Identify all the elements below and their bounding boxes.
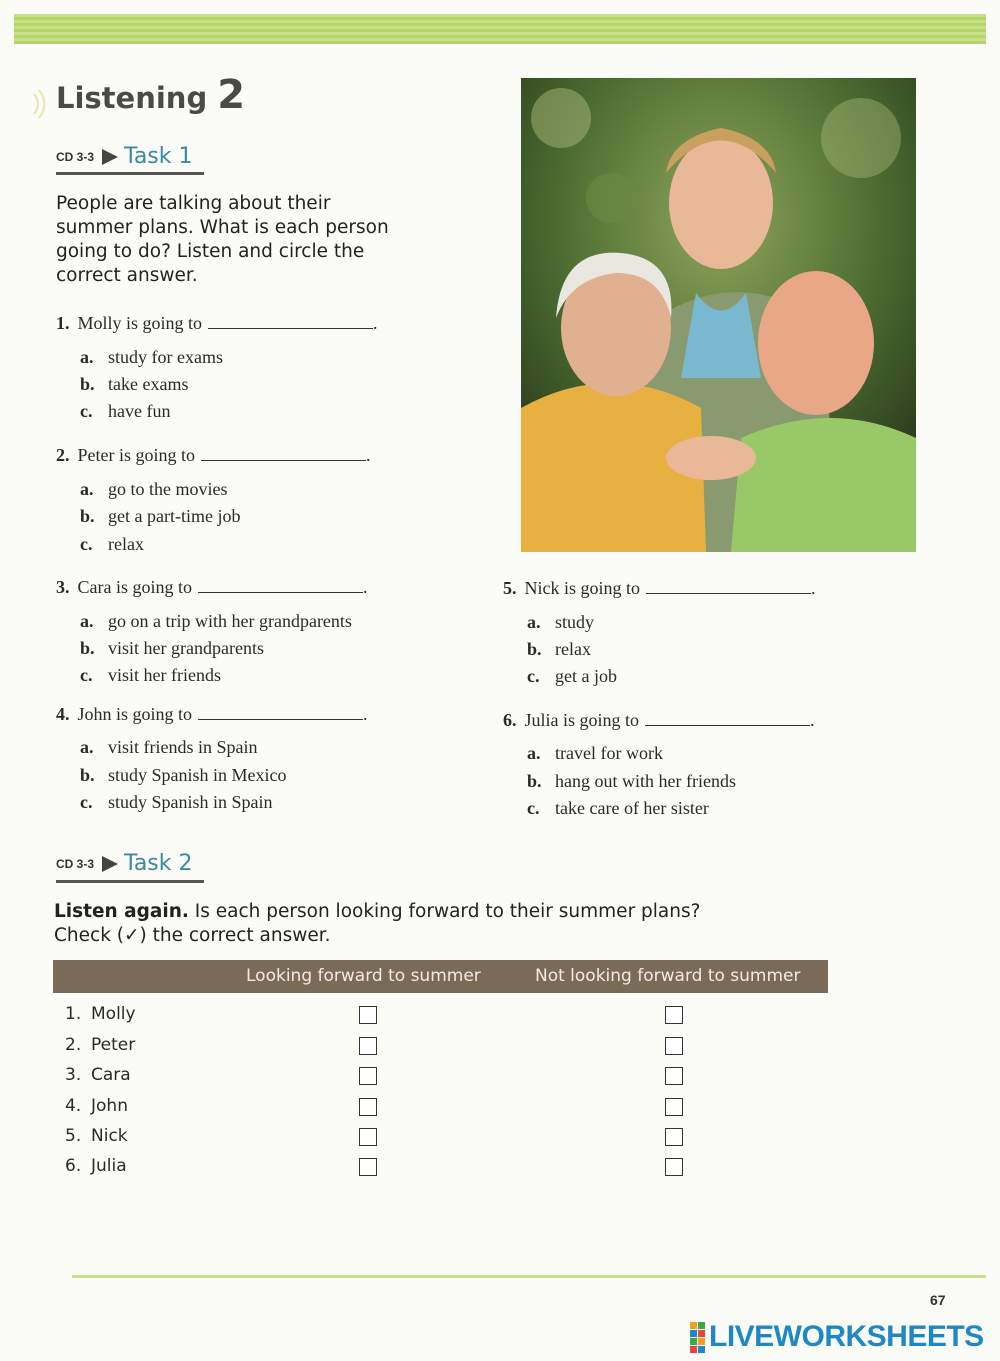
table-row: 5. Nick — [53, 1122, 828, 1152]
checkbox-not-looking-forward[interactable] — [665, 1098, 683, 1116]
task1-title: Task 1 — [124, 144, 193, 169]
checkbox-not-looking-forward[interactable] — [665, 1158, 683, 1176]
checkbox-looking-forward[interactable] — [359, 1006, 377, 1024]
option-2b[interactable]: b. get a part-time job — [80, 506, 241, 526]
checkbox-not-looking-forward[interactable] — [665, 1037, 683, 1055]
task2-title: Task 2 — [124, 851, 193, 876]
option-1a[interactable]: a. study for exams — [80, 347, 223, 367]
checkbox-looking-forward[interactable] — [359, 1158, 377, 1176]
table-header — [53, 960, 828, 993]
table-row: 2. Peter — [53, 1031, 828, 1061]
liveworksheets-logo-icon — [690, 1322, 705, 1353]
option-6c[interactable]: c. take care of her sister — [527, 798, 709, 818]
table-row: 3. Cara — [53, 1061, 828, 1091]
sound-waves-icon — [30, 88, 50, 120]
option-5b[interactable]: b. relax — [527, 639, 591, 659]
checkbox-looking-forward[interactable] — [359, 1067, 377, 1085]
play-icon[interactable] — [102, 149, 118, 165]
answer-blank[interactable] — [198, 705, 363, 720]
col-looking-forward: Looking forward to summer — [246, 966, 481, 986]
question-1: 1. Molly is going to . — [56, 313, 378, 333]
cd-track-label: CD 3-3 — [56, 149, 95, 164]
option-3a[interactable]: a. go on a trip with her grandparents — [80, 611, 352, 631]
task2-instructions: Listen again. Is each person looking forward to their summer plans? Check (✓) the correct answer. — [54, 901, 701, 946]
question-2: 2. Peter is going to . — [56, 445, 371, 465]
question-5: 5. Nick is going to . — [503, 578, 816, 598]
checkbox-looking-forward[interactable] — [359, 1098, 377, 1116]
brand-name: LIVEWORKSHEETS — [709, 1320, 984, 1353]
task2-header — [56, 851, 193, 876]
option-3c[interactable]: c. visit her friends — [80, 665, 221, 685]
heading-number: 2 — [217, 72, 246, 118]
option-4b[interactable]: b. study Spanish in Mexico — [80, 765, 287, 785]
answer-blank[interactable] — [645, 711, 810, 726]
option-6a[interactable]: a. travel for work — [527, 743, 663, 763]
footer-divider — [72, 1275, 986, 1278]
option-1b[interactable]: b. take exams — [80, 374, 189, 394]
photo-family — [521, 78, 916, 552]
option-4c[interactable]: c. study Spanish in Spain — [80, 792, 273, 812]
task1-instructions: People are talking about their summer plans. What is each person going to do? Listen and circle the correct answer. — [56, 193, 389, 286]
question-3: 3. Cara is going to . — [56, 577, 368, 597]
col-not-looking-forward: Not looking forward to summer — [535, 966, 801, 986]
answer-blank[interactable] — [198, 578, 363, 593]
option-5a[interactable]: a. study — [527, 612, 595, 632]
option-4a[interactable]: a. visit friends in Spain — [80, 737, 258, 757]
section-heading — [56, 72, 245, 118]
answer-blank[interactable] — [646, 579, 811, 594]
checkbox-looking-forward[interactable] — [359, 1037, 377, 1055]
play-icon[interactable] — [102, 856, 118, 872]
liveworksheets-brand[interactable] — [690, 1320, 984, 1354]
question-4: 4. John is going to . — [56, 704, 368, 724]
top-decorative-band — [14, 14, 986, 44]
checkbox-looking-forward[interactable] — [359, 1128, 377, 1146]
answer-blank[interactable] — [208, 314, 373, 329]
task1-header — [56, 144, 193, 169]
question-6: 6. Julia is going to . — [503, 710, 815, 730]
option-2c[interactable]: c. relax — [80, 534, 144, 554]
table-row: 1. Molly — [53, 1000, 828, 1030]
checkbox-not-looking-forward[interactable] — [665, 1006, 683, 1024]
option-5c[interactable]: c. get a job — [527, 666, 617, 686]
option-6b[interactable]: b. hang out with her friends — [527, 771, 736, 791]
option-1c[interactable]: c. have fun — [80, 401, 171, 421]
table-row: 6. Julia — [53, 1152, 828, 1182]
option-2a[interactable]: a. go to the movies — [80, 479, 228, 499]
cd-track-label: CD 3-3 — [56, 856, 95, 871]
heading-word: Listening — [56, 81, 208, 115]
page-number: 67 — [930, 1292, 946, 1308]
task1-underline — [56, 172, 204, 175]
answer-blank[interactable] — [201, 446, 366, 461]
table-row: 4. John — [53, 1092, 828, 1122]
checkbox-not-looking-forward[interactable] — [665, 1067, 683, 1085]
option-3b[interactable]: b. visit her grandparents — [80, 638, 264, 658]
task2-underline — [56, 880, 204, 883]
checkbox-not-looking-forward[interactable] — [665, 1128, 683, 1146]
